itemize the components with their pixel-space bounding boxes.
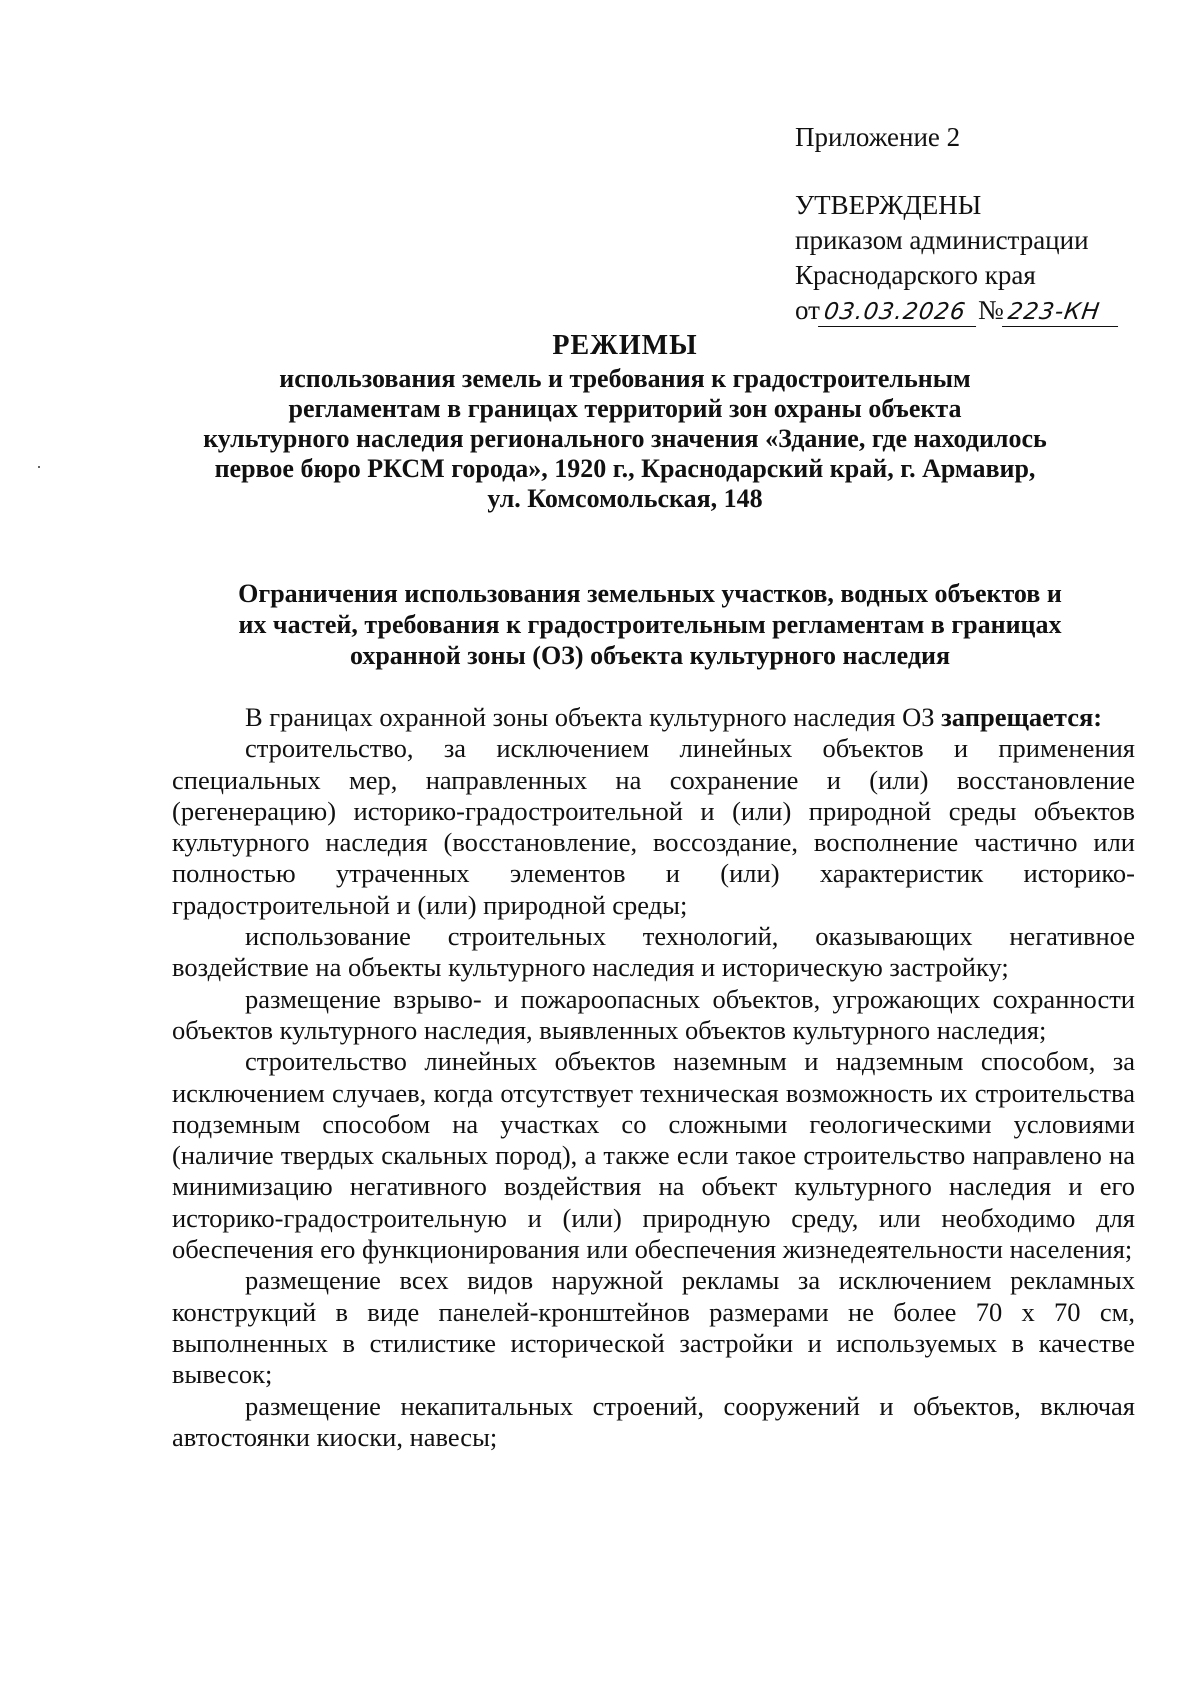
date-prefix: от xyxy=(795,295,820,325)
restriction-paragraph: строительство линейных объектов наземным и надземным способом, за исключением случаев, когда отсутствует техническая возможность их строительства подземным способом на участках со сложными геологическими условиями (наличие твердых скальных пород), а также если такое строительство направлено на минимизацию негативного воздействия на объект культурного наследия и его историко-градостроительную и (или) природную среду, или необходимо для обеспечения его функционирования или обеспечения жизнедеятельности населения; xyxy=(172,1046,1135,1265)
title-line: ул. Комсомольская, 148 xyxy=(487,484,763,513)
restriction-paragraph: размещение всех видов наружной рекламы за исключением рекламных конструкций в виде панелей-кронштейнов размерами не более 70 х 70 см, выполненных в стилистике исторической застройки и используемых в качестве вывесок; xyxy=(172,1265,1135,1390)
intro-bold-text: запрещается: xyxy=(941,702,1103,732)
section-heading-line: Ограничения использования земельных участков, водных объектов и xyxy=(238,579,1062,608)
document-title xyxy=(150,328,1100,514)
order-date-handwritten: 03.03.2026 xyxy=(818,298,980,327)
approved-by-line-1: приказом администрации xyxy=(795,225,1089,255)
restriction-paragraph: использование строительных технологий, оказывающих негативное воздействие на объекты культурного наследия и историческую застройку; xyxy=(172,921,1135,983)
number-sign: № xyxy=(977,295,1004,325)
restriction-paragraph: размещение взрыво- и пожароопасных объектов, угрожающих сохранности объектов культурного наследия, выявленных объектов культурного наследия; xyxy=(172,983,1135,1045)
order-date-line xyxy=(795,293,1195,328)
title-line: первое бюро РКСМ города», 1920 г., Краснодарский край, г. Армавир, xyxy=(214,454,1036,483)
title-line: культурного наследия регионального значения «Здание, где находилось xyxy=(203,424,1047,453)
intro-paragraph xyxy=(172,702,1135,733)
appendix-label: Приложение 2 xyxy=(795,122,961,152)
scan-speck xyxy=(38,466,40,468)
intro-text: В границах охранной зоны объекта культурного наследия ОЗ xyxy=(245,702,935,732)
section-heading xyxy=(170,578,1130,671)
section-heading-line: их частей, требования к градостроительным регламентам в границах xyxy=(238,610,1062,639)
title-line: использования земель и требования к градостроительным xyxy=(279,364,971,393)
restriction-paragraph: строительство, за исключением линейных объектов и применения специальных мер, направленных на сохранение и (или) восстановление (регенерацию) историко-градостроительной и (или) природной среды объектов культурного наследия (восстановление, воссоздание, восполнение частично или полностью утраченных элементов и (или) характеристик историко-градостроительной и (или) природной среды; xyxy=(172,733,1135,920)
document-body xyxy=(172,702,1135,1453)
title-main: РЕЖИМЫ xyxy=(552,330,698,361)
approval-stamp xyxy=(795,188,1195,328)
order-number-handwritten: 223-КН xyxy=(1002,298,1122,327)
approved-by-line-2: Краснодарского края xyxy=(795,260,1036,290)
title-line: регламентам в границах территорий зон охраны объекта xyxy=(288,394,962,423)
approved-label: УТВЕРЖДЕНЫ xyxy=(795,190,982,220)
restriction-paragraph: размещение некапитальных строений, сооружений и объектов, включая автостоянки киоски, навесы; xyxy=(172,1390,1135,1452)
section-heading-line: охранной зоны (ОЗ) объекта культурного наследия xyxy=(349,641,951,670)
